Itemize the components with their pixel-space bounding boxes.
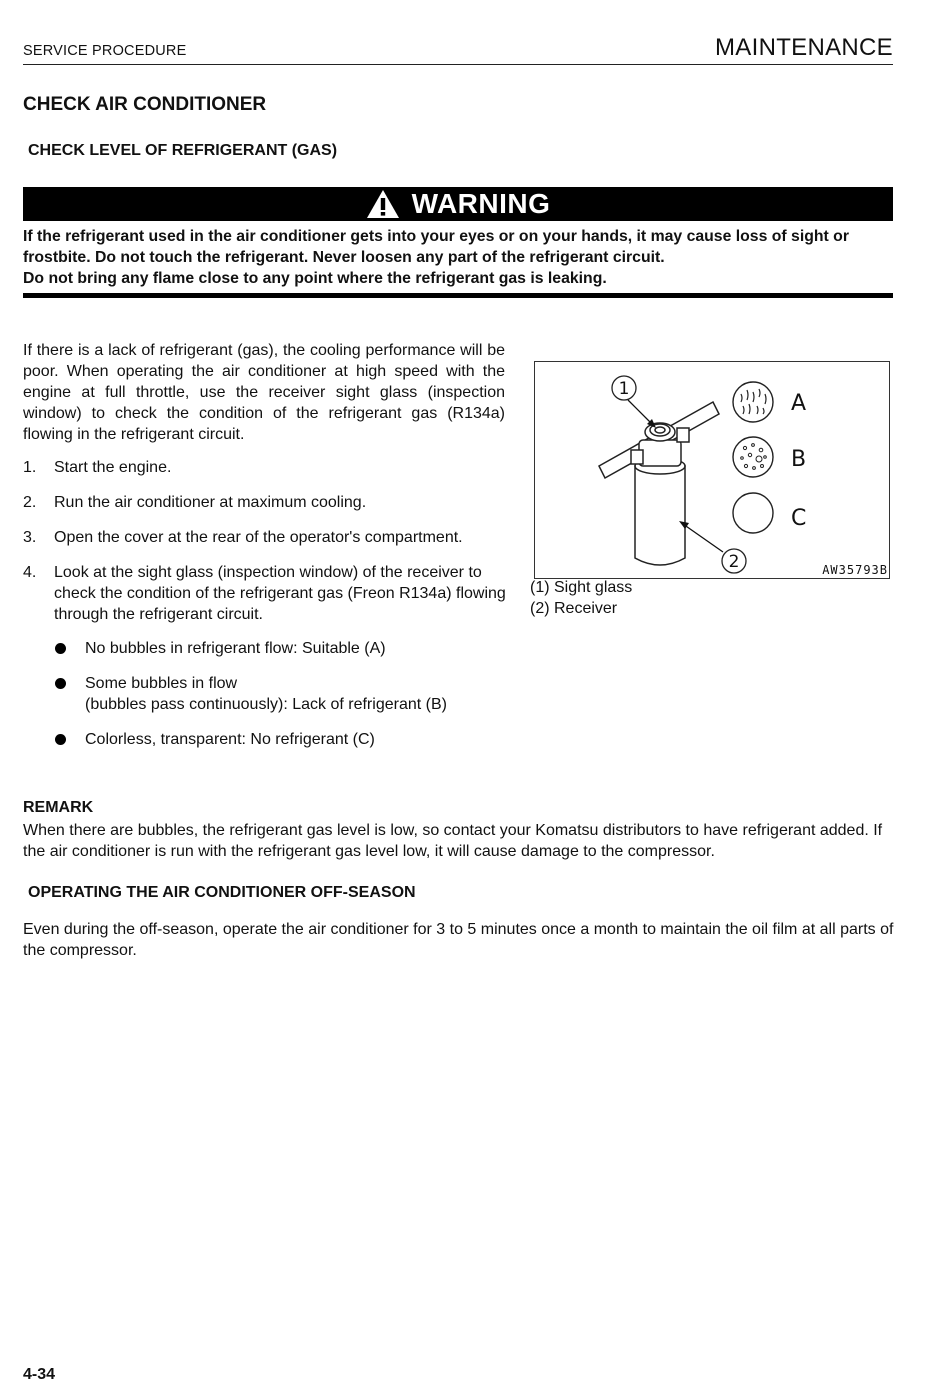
header-divider — [23, 64, 893, 65]
page-title: CHECK AIR CONDITIONER — [23, 94, 267, 115]
step-item — [23, 457, 507, 478]
header-chapter-title: MAINTENANCE — [715, 34, 893, 61]
bullet-dot-icon — [55, 643, 66, 654]
step-number: 2. — [23, 494, 37, 511]
header-section-label: SERVICE PROCEDURE — [23, 43, 187, 59]
receiver-body — [631, 423, 689, 565]
off-season-paragraph: Even during the off-season, operate the air conditioner for 3 to 5 minutes once a month to maintain the oil film at all parts of the compressor. — [23, 921, 894, 959]
condition-b-glass-icon — [733, 437, 773, 477]
condition-text: No bubbles in refrigerant flow: Suitable (A) — [85, 640, 386, 657]
callout-1-label: 1 — [618, 379, 630, 399]
condition-b-label: B — [791, 447, 807, 472]
condition-a-glass-icon — [733, 382, 773, 422]
warning-line-1: If the refrigerant used in the air conditioner gets into your eyes or on your hands, it may cause loss of sight or frostbite. Do not touch the refrigerant. Never loosen any part of the refrigerant circuit. — [23, 228, 849, 266]
figure-code: AW35793B — [822, 563, 888, 577]
page-number: 4-34 — [23, 1366, 56, 1383]
step-text: Start the engine. — [54, 459, 172, 476]
caption-sight-glass: (1) Sight glass — [530, 579, 633, 596]
step-number: 3. — [23, 529, 37, 546]
callout-1 — [612, 376, 656, 428]
bullet-dot-icon — [55, 678, 66, 689]
remark-heading: REMARK — [23, 799, 94, 816]
condition-text-continued: (bubbles pass continuously): Lack of refrigerant (B) — [85, 696, 447, 713]
step-item — [23, 492, 507, 513]
figure-caption — [530, 577, 632, 619]
step-item — [23, 527, 507, 548]
warning-text — [23, 226, 895, 289]
warning-line-2: Do not bring any flame close to any point where the refrigerant gas is leaking. — [23, 270, 607, 287]
warning-triangle-icon — [366, 189, 400, 219]
remark-text: When there are bubbles, the refrigerant gas level is low, so contact your Komatsu distributors to have refrigerant added. If the air conditioner is run with the refrigerant gas level low, it will cause damage to the compressor. — [23, 822, 883, 860]
section-heading-off-season: OPERATING THE AIR CONDITIONER OFF-SEASON — [28, 884, 416, 901]
sight-glass-conditions — [54, 638, 504, 764]
step-text: Look at the sight glass (inspection window) of the receiver to check the condition of the refrigerant gas (Freon R134a) flowing through the refrigerant circuit. — [54, 564, 506, 623]
step-text: Open the cover at the rear of the operator's compartment. — [54, 529, 463, 546]
caption-receiver: (2) Receiver — [530, 600, 618, 617]
condition-item-b — [54, 673, 504, 715]
intro-paragraph: If there is a lack of refrigerant (gas), the cooling performance will be poor. When operating the air conditioner at high speed with the engine at full throttle, use the receiver sight glass (inspection window) to check the condition of the refrigerant gas (R134a) flowing in the refrigerant circuit. — [23, 342, 505, 443]
callout-2 — [679, 521, 746, 573]
step-number: 1. — [23, 459, 37, 476]
bullet-dot-icon — [55, 734, 66, 745]
callout-2-label: 2 — [728, 552, 740, 572]
condition-item-a — [54, 638, 504, 659]
condition-text: Some bubbles in flow — [85, 675, 238, 692]
condition-a-label: A — [791, 391, 807, 416]
step-item — [23, 562, 507, 625]
step-text: Run the air conditioner at maximum cooling. — [54, 494, 367, 511]
warning-bottom-rule — [23, 293, 893, 298]
condition-text: Colorless, transparent: No refrigerant (C) — [85, 731, 375, 748]
warning-label: WARNING — [411, 188, 551, 219]
condition-c-label: C — [791, 506, 807, 531]
condition-c-glass-icon — [733, 493, 773, 533]
receiver-sight-glass-figure — [534, 361, 890, 579]
receiver-illustration — [535, 362, 889, 578]
condition-item-c — [54, 729, 504, 750]
procedure-steps — [23, 457, 507, 639]
section-heading-refrigerant-level: CHECK LEVEL OF REFRIGERANT (GAS) — [28, 142, 338, 159]
step-number: 4. — [23, 564, 37, 581]
warning-banner — [23, 187, 893, 221]
